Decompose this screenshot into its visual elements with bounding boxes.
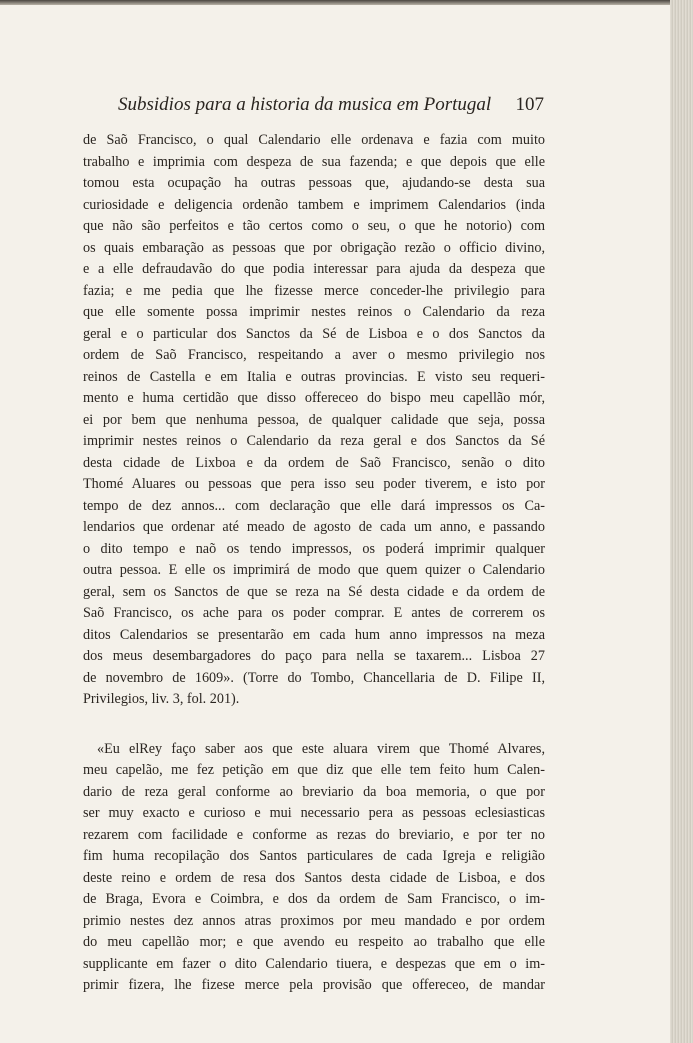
text-line: trabalho e imprimia com despeza de sua fazenda; e que depois que elle xyxy=(83,153,545,170)
text-line: Saõ Francisco, os ache para os poder comprar. E antes de correrem os xyxy=(83,605,545,621)
text-line: tomou esta ocupação ha outras pessoas que, ajudando-se desta sua xyxy=(83,175,545,191)
page-edge-stack xyxy=(670,0,693,1043)
text-line: lendarios que ordenar até meado de agosto de cada um anno, e passando xyxy=(83,519,545,535)
text-line: dos meus desembargadores do paço para nella se taxarem... Lisboa 27 xyxy=(83,648,545,664)
text-line: geral e o particular dos Sanctos da Sé de Lisboa e o dos Sanctos da xyxy=(83,325,545,342)
text-line: de Saõ Francisco, o qual Calendario elle ordenava e fazia com muito xyxy=(83,132,545,148)
text-line: primio nestes dez annos atras proximos por meu mandado e por ordem xyxy=(83,912,545,929)
text-line: deste reino e ordem de resa dos Santos desta cidade de Lisboa, e dos xyxy=(83,869,545,886)
paragraph-gap xyxy=(83,711,545,739)
text-line: fim huma recopilação dos Santos particulares de cada Igreja e religião xyxy=(83,848,545,864)
paragraph-2 xyxy=(83,739,545,997)
running-title: Subsidios para a historia da musica em Portugal xyxy=(118,94,492,115)
text-line: desta cidade de Lixboa e da ordem de Saõ Francisco, senão o dito xyxy=(83,454,545,471)
text-line: «Eu elRey faço saber aos que este aluara virem que Thomé Alvares, xyxy=(97,740,545,757)
text-line: do meu capellão mor; e que avendo eu respeito ao trabalho que elle xyxy=(83,934,545,950)
text-line: que não são perfeitos e tão certos como o seu, o que he notorio) com xyxy=(83,218,545,234)
text-line: imprimir nestes reinos o Calendario da reza geral e dos Sanctos da Sé xyxy=(83,433,545,449)
text-line: Thomé Aluares ou pessoas que pera isso seu poder tiverem, e isto por xyxy=(83,476,545,492)
text-line: os quais embaração as pessoas que por obrigação rezão o officio divino, xyxy=(83,239,545,256)
text-line: ser muy exacto e curioso e mui necessario pera as pessoas eclesiasticas xyxy=(83,805,545,821)
text-line: rezarem com facilidade e conforme as rezas do breviario, e por ter no xyxy=(83,826,545,843)
text-line: ordem de Saõ Francisco, respeitando a aver o mesmo privilegio nos xyxy=(83,347,545,363)
text-line: primir fizera, lhe fizese merce pela provisão que offereceo, de mandar xyxy=(83,977,545,993)
text-line: curiosidade e deligencia ordenão tambem e imprimem Calendarios (inda xyxy=(83,196,545,213)
text-line: supplicante em fazer o dito Calendario tiuera, e despezas que em o im- xyxy=(83,955,545,972)
text-line: de Braga, Evora e Coimbra, e dos da ordem de Sam Francisco, o im- xyxy=(83,891,545,907)
text-line: reinos de Castella e em Italia e outras provincias. E visto seu requeri- xyxy=(83,368,545,385)
text-line: ditos Calendarios se presentarão em cada hum anno impressos na meza xyxy=(83,626,545,643)
text-line: e a elle defraudavão do que podia interessar para ajuda da despeza que xyxy=(83,261,545,277)
page-body xyxy=(83,130,545,997)
text-line: que elle somente possa imprimir nestes reinos o Calendario da reza xyxy=(83,304,545,320)
text-line: geral, sem os Sanctos de que se reza na Sé desta cidade e da ordem de xyxy=(83,583,545,600)
text-line: outra pessoa. E elle os imprimirá de modo que quem quizer o Calendario xyxy=(83,562,545,578)
text-line: de novembro de 1609». (Torre do Tombo, Chancellaria de D. Filipe II, xyxy=(83,669,545,686)
running-header xyxy=(118,92,544,118)
text-line: fazia; e me pedia que lhe fizesse merce conceder-lhe privilegio para xyxy=(83,282,545,299)
text-line: ei por bem que nenhuma pessoa, de qualquer calidade que seja, possa xyxy=(83,411,545,428)
text-line: meu capelão, me fez petição em que diz que elle tem feito hum Calen- xyxy=(83,762,545,778)
text-line: Privilegios, liv. 3, fol. 201). xyxy=(83,691,240,707)
text-line: dario de reza geral conforme ao breviario da boa memoria, o que por xyxy=(83,783,545,800)
text-line: mento e huma certidão que disso offereceo do bispo meu capellão mór, xyxy=(83,390,545,406)
page-top-shadow xyxy=(0,0,693,5)
text-line: o dito tempo e naõ os tendo impressos, os poderá imprimir qualquer xyxy=(83,540,545,557)
page-number: 107 xyxy=(515,94,544,115)
paragraph-1 xyxy=(83,130,545,711)
text-line: tempo de dez annos... com declaração que elle dará impressos os Ca- xyxy=(83,497,545,514)
